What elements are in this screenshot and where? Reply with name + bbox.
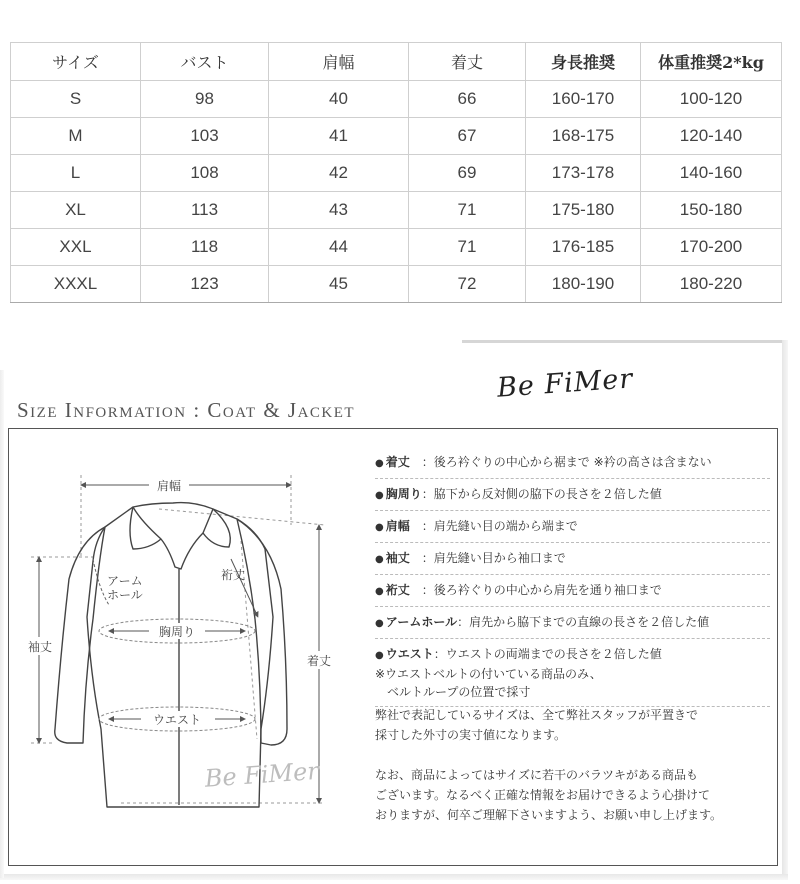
size-table — [10, 42, 782, 303]
table-header-row — [11, 43, 782, 81]
cell-size: S — [11, 81, 141, 118]
spec-item-shoulder: ● 肩幅 ：肩先縫い目の端から端まで — [375, 517, 770, 543]
cell-weight: 120-140 — [641, 118, 782, 155]
panel-right-shadow — [782, 340, 788, 878]
cell-length: 66 — [409, 81, 526, 118]
cell-shoulder: 41 — [269, 118, 409, 155]
cell-weight: 170-200 — [641, 229, 782, 266]
header-bust: バスト — [141, 43, 269, 81]
yuki-label: 裄丈 — [221, 568, 246, 582]
cell-shoulder: 43 — [269, 192, 409, 229]
length-label: 着丈 — [306, 654, 332, 668]
panel-left-shadow — [0, 370, 4, 878]
cell-bust: 108 — [141, 155, 269, 192]
waist-label: ウエスト — [152, 713, 202, 727]
spec-list — [375, 453, 770, 713]
header-size: サイズ — [11, 43, 141, 81]
cell-size: XL — [11, 192, 141, 229]
size-info-box — [8, 428, 778, 866]
header-length: 着丈 — [409, 43, 526, 81]
cell-bust: 98 — [141, 81, 269, 118]
waist-note-1: ※ウエストベルトの付いている商品のみ、 — [375, 667, 602, 681]
note-paragraph-2: なお、商品によってはサイズに若干のバラツキがある商品も ございます。なるべく正確な情報をお届けできるよう心掛けて おりますが、何卒ご理解下さいますよう、お願い申し上げます。 — [375, 768, 723, 822]
table-row — [11, 229, 782, 266]
panel-top-shadow — [462, 340, 788, 343]
cell-size: L — [11, 155, 141, 192]
brand-logo: Be FiMer — [496, 363, 635, 404]
cell-shoulder: 40 — [269, 81, 409, 118]
cell-length: 72 — [409, 266, 526, 303]
note-paragraph-1: 弊社で表記しているサイズは、全て弊社スタッフが平置きで 採寸した外寸の実寸値になります。 — [375, 708, 699, 742]
bullet-icon: ● — [375, 490, 384, 501]
table-row — [11, 81, 782, 118]
coat-diagram — [9, 429, 369, 865]
cell-bust: 118 — [141, 229, 269, 266]
header-weight: 体重推奨2*kg — [641, 43, 782, 81]
spec-item-waist: ● ウエスト：ウエストの両端までの長さを２倍した値 ※ウエストベルトの付いている商品のみ、 ベルトループの位置で採寸 — [375, 645, 770, 707]
bullet-icon: ● — [375, 650, 384, 661]
cell-height: 160-170 — [526, 81, 641, 118]
bullet-icon: ● — [375, 618, 384, 629]
bullet-icon: ● — [375, 586, 384, 597]
shoulder-label: 肩幅 — [156, 479, 182, 493]
cell-shoulder: 44 — [269, 229, 409, 266]
spec-item-sleeve: ● 袖丈 ：肩先縫い目から袖口まで — [375, 549, 770, 575]
cell-weight: 180-220 — [641, 266, 782, 303]
cell-height: 176-185 — [526, 229, 641, 266]
bullet-icon: ● — [375, 554, 384, 565]
header-shoulder: 肩幅 — [269, 43, 409, 81]
cell-bust: 113 — [141, 192, 269, 229]
waist-note-2: ベルトループの位置で採寸 — [375, 685, 531, 699]
cell-height: 175-180 — [526, 192, 641, 229]
cell-size: XXL — [11, 229, 141, 266]
spec-item-yuki: ● 裄丈 ：後ろ衿ぐりの中心から肩先を通り袖口まで — [375, 581, 770, 607]
cell-size: M — [11, 118, 141, 155]
header-height: 身長推奨 — [526, 43, 641, 81]
sleeve-label: 袖丈 — [27, 640, 53, 654]
table-row — [11, 155, 782, 192]
watermark: Be FiMer — [203, 756, 320, 793]
cell-length: 69 — [409, 155, 526, 192]
section-title: Size Information : Coat & Jacket — [17, 398, 356, 422]
cell-height: 173-178 — [526, 155, 641, 192]
cell-length: 71 — [409, 229, 526, 266]
cell-height: 168-175 — [526, 118, 641, 155]
cell-shoulder: 45 — [269, 266, 409, 303]
table-row — [11, 118, 782, 155]
cell-size: XXXL — [11, 266, 141, 303]
table-row — [11, 192, 782, 229]
cell-shoulder: 42 — [269, 155, 409, 192]
cell-weight: 100-120 — [641, 81, 782, 118]
spec-item-armhole: ● アームホール：肩先から脇下までの直線の長さを２倍した値 — [375, 613, 770, 639]
bullet-icon: ● — [375, 458, 384, 469]
cell-height: 180-190 — [526, 266, 641, 303]
table-row — [11, 266, 782, 303]
spec-item-chest: ● 胸周り：脇下から反対側の脇下の長さを２倍した値 — [375, 485, 770, 511]
cell-bust: 123 — [141, 266, 269, 303]
armhole-label-1: アーム — [107, 574, 143, 588]
cell-weight: 140-160 — [641, 155, 782, 192]
cell-length: 67 — [409, 118, 526, 155]
cell-length: 71 — [409, 192, 526, 229]
spec-item-length: ● 着丈 ：後ろ衿ぐりの中心から裾まで ※衿の高さは含まない — [375, 453, 770, 479]
cell-weight: 150-180 — [641, 192, 782, 229]
panel-bottom-shadow — [0, 874, 788, 880]
chest-label: 胸周り — [158, 625, 196, 639]
cell-bust: 103 — [141, 118, 269, 155]
armhole-label-2: ホール — [107, 588, 143, 602]
bullet-icon: ● — [375, 522, 384, 533]
